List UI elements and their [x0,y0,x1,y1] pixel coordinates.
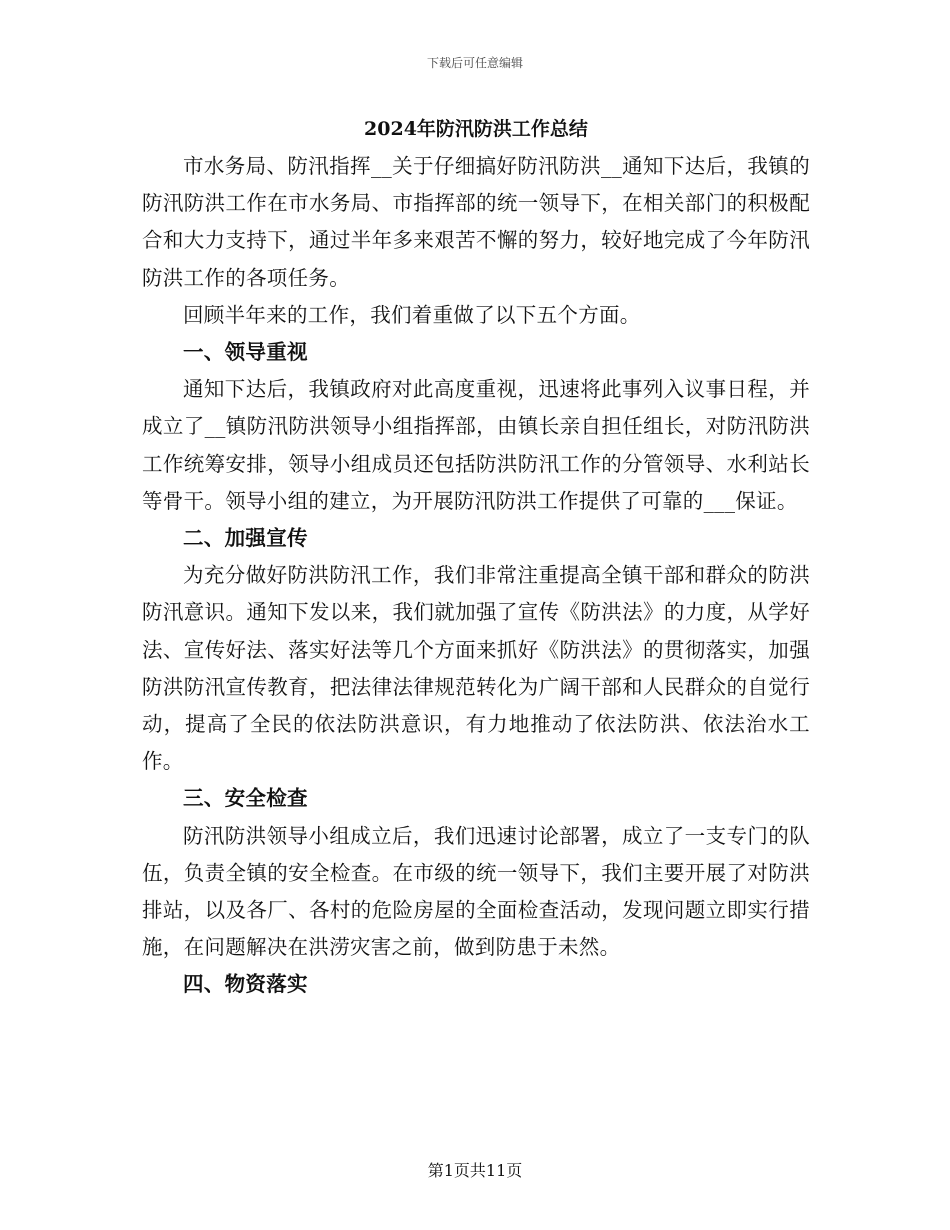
section-2-paragraph: 为充分做好防洪防汛工作，我们非常注重提高全镇干部和群众的防洪防汛意识。通知下发以来，我们就加强了宣传《防洪法》的力度，从学好法、宣传好法、落实好法等几个方面来抓好《防洪法》的贯彻落实，加强防洪防汛宣传教育，把法律法律规范转化为广阔干部和人民群众的自觉行动，提高了全民的依法防洪意识，有力地推动了依法防洪、依法治水工作。 [142,563,810,774]
section-3-paragraph: 防汛防洪领导小组成立后，我们迅速讨论部署，成立了一支专门的队伍，负责全镇的安全检查。在市级的统一领导下，我们主要开展了对防洪排站，以及各厂、各村的危险房屋的全面检查活动，发现问题立即实行措施，在问题解决在洪涝灾害之前，做到防患于未然。 [142,823,810,960]
document-title: 2024年防汛防洪工作总结 [364,118,588,140]
section-heading-3: 三、安全检查 [183,786,308,811]
overview-paragraph: 回顾半年来的工作，我们着重做了以下五个方面。 [183,302,641,327]
header-note: 下载后可任意编辑 [426,56,523,70]
section-heading-2: 二、加强宣传 [183,526,308,551]
intro-paragraph: 市水务局、防汛指挥__关于仔细搞好防汛防洪__通知下达后，我镇的防汛防洪工作在市水务局、市指挥部的统一领导下，在相关部门的积极配合和大力支持下，通过半年多来艰苦不懈的努力，较好地完成了今年防汛防洪工作的各项任务。 [142,154,810,290]
section-1-paragraph: 通知下达后，我镇政府对此高度重视，迅速将此事列入议事日程，并成立了__镇防汛防洪领导小组指挥部，由镇长亲自担任组长，对防汛防洪工作统筹安排，领导小组成员还包括防洪防汛工作的分管领导、水利站长等骨干。领导小组的建立，为开展防汛防洪工作提供了可靠的___保证。 [142,377,810,513]
page-number-footer: 第1页共11页 [427,1161,523,1180]
section-heading-4: 四、物资落实 [183,972,308,997]
document-body [142,112,810,1004]
section-heading-1: 一、领导重视 [183,340,308,365]
